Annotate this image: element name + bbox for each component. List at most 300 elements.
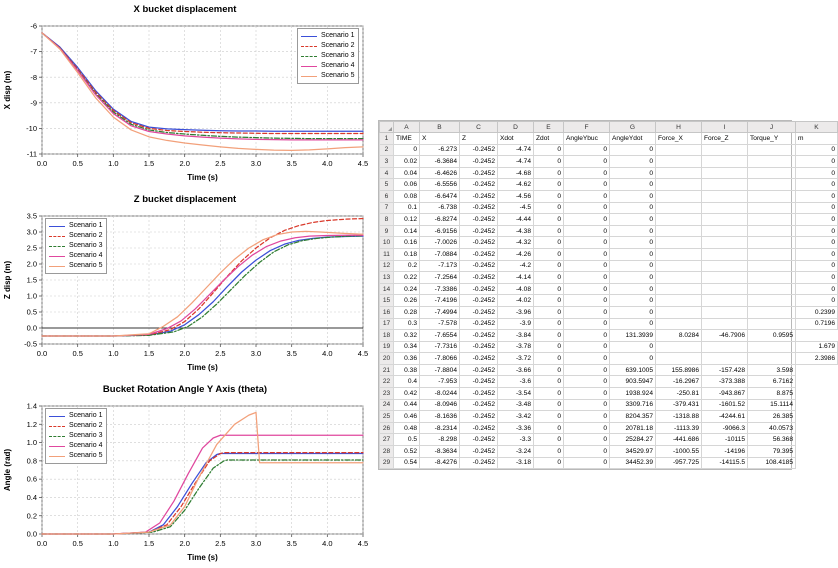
sheet-header-row[interactable] — [380, 133, 838, 145]
cell[interactable] — [656, 156, 702, 168]
cell[interactable]: 0 — [796, 156, 838, 168]
cell[interactable] — [656, 167, 702, 179]
select-all-corner[interactable] — [380, 122, 394, 133]
cell[interactable]: -6.5556 — [420, 179, 460, 191]
cell[interactable]: -7.0884 — [420, 248, 460, 260]
cell[interactable]: -0.2452 — [460, 388, 498, 400]
cell[interactable]: 0 — [534, 330, 564, 342]
cell[interactable]: -4.68 — [498, 167, 534, 179]
cell[interactable]: -0.2452 — [460, 295, 498, 307]
cell[interactable]: 0 — [610, 167, 656, 179]
cell[interactable]: 0 — [564, 167, 610, 179]
table-row[interactable] — [380, 295, 838, 307]
table-row[interactable] — [380, 446, 838, 458]
cell[interactable]: 0 — [534, 306, 564, 318]
cell[interactable]: -7.8066 — [420, 353, 460, 365]
cell[interactable]: -8.2314 — [420, 422, 460, 434]
cell[interactable] — [748, 179, 796, 191]
cell[interactable] — [748, 225, 796, 237]
cell[interactable]: -0.2452 — [460, 144, 498, 156]
cell[interactable] — [748, 214, 796, 226]
cell[interactable]: 0.08 — [394, 190, 420, 202]
cell[interactable]: 0 — [564, 446, 610, 458]
table-row[interactable] — [380, 283, 838, 295]
cell[interactable]: -1000.55 — [656, 446, 702, 458]
cell[interactable]: 0.18 — [394, 248, 420, 260]
cell[interactable] — [656, 283, 702, 295]
column-header-k[interactable]: K — [796, 122, 838, 133]
cell[interactable] — [702, 202, 748, 214]
cell[interactable] — [702, 283, 748, 295]
cell[interactable] — [748, 341, 796, 353]
cell[interactable] — [656, 214, 702, 226]
cell[interactable]: 0 — [610, 283, 656, 295]
cell[interactable]: -3.36 — [498, 422, 534, 434]
cell[interactable]: -0.2452 — [460, 446, 498, 458]
cell[interactable]: 0 — [796, 295, 838, 307]
cell[interactable]: -4244.61 — [702, 411, 748, 423]
cell[interactable] — [656, 353, 702, 365]
cell[interactable] — [656, 237, 702, 249]
cell[interactable]: -3.84 — [498, 330, 534, 342]
cell[interactable]: -7.2564 — [420, 272, 460, 284]
cell[interactable]: 0.36 — [394, 353, 420, 365]
cell[interactable]: 0.5 — [394, 434, 420, 446]
cell[interactable]: -0.2452 — [460, 214, 498, 226]
cell[interactable]: -0.2452 — [460, 225, 498, 237]
cell[interactable] — [748, 272, 796, 284]
cell[interactable]: 0 — [796, 283, 838, 295]
cell[interactable]: 0 — [534, 202, 564, 214]
cell[interactable]: 0.38 — [394, 364, 420, 376]
cell[interactable]: 0 — [564, 434, 610, 446]
cell[interactable]: 0 — [564, 248, 610, 260]
cell[interactable]: -3.66 — [498, 364, 534, 376]
cell[interactable]: 0 — [564, 353, 610, 365]
cell[interactable]: 0 — [534, 144, 564, 156]
column-header-c[interactable]: C — [460, 122, 498, 133]
cell[interactable]: 34452.39 — [610, 457, 656, 469]
cell[interactable]: 0 — [610, 341, 656, 353]
cell[interactable]: -7.3386 — [420, 283, 460, 295]
cell[interactable]: 0 — [534, 353, 564, 365]
cell[interactable]: 0 — [564, 237, 610, 249]
cell[interactable]: 0.7196 — [796, 318, 838, 330]
cell[interactable]: -4.32 — [498, 237, 534, 249]
table-row[interactable] — [380, 330, 838, 342]
cell[interactable]: -1601.52 — [702, 399, 748, 411]
cell[interactable]: -0.2452 — [460, 202, 498, 214]
cell[interactable] — [702, 306, 748, 318]
cell[interactable] — [656, 306, 702, 318]
table-row[interactable] — [380, 144, 838, 156]
row-number[interactable]: 6 — [380, 190, 394, 202]
cell[interactable]: AngleYbuc — [564, 133, 610, 145]
cell[interactable]: 0 — [564, 190, 610, 202]
cell[interactable]: 0 — [534, 388, 564, 400]
cell[interactable] — [702, 353, 748, 365]
cell[interactable] — [656, 179, 702, 191]
cell[interactable]: 0.12 — [394, 214, 420, 226]
cell[interactable]: -8.0244 — [420, 388, 460, 400]
row-number[interactable]: 21 — [380, 364, 394, 376]
cell[interactable]: -0.2452 — [460, 457, 498, 469]
cell[interactable]: -4.74 — [498, 144, 534, 156]
cell[interactable]: 0 — [564, 330, 610, 342]
table-row[interactable] — [380, 202, 838, 214]
table-row[interactable] — [380, 248, 838, 260]
cell[interactable] — [702, 179, 748, 191]
cell[interactable]: -0.2452 — [460, 306, 498, 318]
cell[interactable] — [702, 318, 748, 330]
cell[interactable]: 0 — [564, 272, 610, 284]
cell[interactable]: 8.0284 — [656, 330, 702, 342]
cell[interactable]: 0 — [610, 202, 656, 214]
cell[interactable] — [748, 283, 796, 295]
cell[interactable] — [656, 295, 702, 307]
cell[interactable] — [656, 225, 702, 237]
cell[interactable] — [702, 225, 748, 237]
row-number[interactable]: 3 — [380, 156, 394, 168]
cell[interactable]: 0 — [610, 144, 656, 156]
cell[interactable]: 0 — [534, 248, 564, 260]
cell[interactable]: -0.2452 — [460, 376, 498, 388]
cell[interactable]: 15.1114 — [748, 399, 796, 411]
cell[interactable] — [748, 260, 796, 272]
cell[interactable]: 0 — [610, 353, 656, 365]
cell[interactable]: -8.1636 — [420, 411, 460, 423]
cell[interactable] — [702, 272, 748, 284]
cell[interactable]: 0 — [534, 179, 564, 191]
cell[interactable]: -6.273 — [420, 144, 460, 156]
cell[interactable] — [748, 353, 796, 365]
cell[interactable]: -4.02 — [498, 295, 534, 307]
column-header-b[interactable]: B — [420, 122, 460, 133]
table-row[interactable] — [380, 434, 838, 446]
row-number[interactable]: 7 — [380, 202, 394, 214]
cell[interactable]: m — [796, 133, 838, 145]
cell[interactable]: -0.2452 — [460, 330, 498, 342]
cell[interactable]: 0.1 — [394, 202, 420, 214]
cell[interactable]: -250.81 — [656, 388, 702, 400]
cell[interactable]: 0 — [534, 422, 564, 434]
cell[interactable] — [656, 318, 702, 330]
cell[interactable]: 0 — [534, 190, 564, 202]
spreadsheet-grid[interactable] — [379, 121, 838, 469]
cell[interactable]: -0.2452 — [460, 364, 498, 376]
row-number[interactable]: 27 — [380, 434, 394, 446]
cell[interactable]: 2.3986 — [796, 353, 838, 365]
cell[interactable]: -3.96 — [498, 306, 534, 318]
cell[interactable] — [702, 214, 748, 226]
table-row[interactable] — [380, 341, 838, 353]
cell[interactable]: 0.22 — [394, 272, 420, 284]
cell[interactable]: 0 — [564, 260, 610, 272]
cell[interactable]: 1.679 — [796, 341, 838, 353]
cell[interactable] — [702, 144, 748, 156]
cell[interactable]: 0 — [796, 272, 838, 284]
cell[interactable]: -4.62 — [498, 179, 534, 191]
cell[interactable] — [748, 144, 796, 156]
column-header-g[interactable]: G — [610, 122, 656, 133]
cell[interactable]: 0 — [564, 411, 610, 423]
cell[interactable]: -3.78 — [498, 341, 534, 353]
cell[interactable] — [748, 156, 796, 168]
cell[interactable] — [702, 156, 748, 168]
table-row[interactable] — [380, 457, 838, 469]
cell[interactable]: Xdot — [498, 133, 534, 145]
column-header-i[interactable]: I — [702, 122, 748, 133]
cell[interactable] — [702, 237, 748, 249]
cell[interactable]: 0 — [796, 248, 838, 260]
cell[interactable]: -3.24 — [498, 446, 534, 458]
row-number[interactable]: 1 — [380, 133, 394, 145]
cell[interactable] — [748, 318, 796, 330]
cell[interactable]: -16.2967 — [656, 376, 702, 388]
table-row[interactable] — [380, 422, 838, 434]
cell[interactable]: -6.8274 — [420, 214, 460, 226]
cell[interactable]: -943.867 — [702, 388, 748, 400]
cell[interactable]: 0 — [534, 167, 564, 179]
cell[interactable]: 0.16 — [394, 237, 420, 249]
row-number[interactable]: 4 — [380, 167, 394, 179]
cell[interactable]: -0.2452 — [460, 237, 498, 249]
cell[interactable]: -373.388 — [702, 376, 748, 388]
cell[interactable]: -14115.5 — [702, 457, 748, 469]
row-number[interactable]: 16 — [380, 306, 394, 318]
row-number[interactable]: 14 — [380, 283, 394, 295]
cell[interactable]: 0 — [564, 306, 610, 318]
cell[interactable]: 0.04 — [394, 167, 420, 179]
cell[interactable]: -0.2452 — [460, 422, 498, 434]
cell[interactable]: 131.3939 — [610, 330, 656, 342]
cell[interactable]: -4.2 — [498, 260, 534, 272]
cell[interactable]: 0 — [564, 202, 610, 214]
cell[interactable]: 0 — [564, 295, 610, 307]
table-row[interactable] — [380, 179, 838, 191]
row-number[interactable]: 18 — [380, 330, 394, 342]
row-number[interactable]: 5 — [380, 179, 394, 191]
cell[interactable]: -4.56 — [498, 190, 534, 202]
row-number[interactable]: 15 — [380, 295, 394, 307]
cell[interactable]: 6.7162 — [748, 376, 796, 388]
row-number[interactable]: 24 — [380, 399, 394, 411]
column-header-d[interactable]: D — [498, 122, 534, 133]
table-row[interactable] — [380, 353, 838, 365]
cell[interactable]: -8.298 — [420, 434, 460, 446]
cell[interactable]: -957.725 — [656, 457, 702, 469]
cell[interactable]: -7.4994 — [420, 306, 460, 318]
cell[interactable]: 0.2399 — [796, 306, 838, 318]
cell[interactable]: -0.2452 — [460, 341, 498, 353]
row-number[interactable]: 2 — [380, 144, 394, 156]
cell[interactable]: 0 — [534, 341, 564, 353]
cell[interactable]: 0 — [534, 260, 564, 272]
cell[interactable]: -0.2452 — [460, 272, 498, 284]
row-number[interactable]: 8 — [380, 214, 394, 226]
cell[interactable]: Force_X — [656, 133, 702, 145]
cell[interactable] — [702, 341, 748, 353]
cell[interactable]: 1938.924 — [610, 388, 656, 400]
cell[interactable]: 0 — [796, 190, 838, 202]
cell[interactable]: -0.2452 — [460, 318, 498, 330]
cell[interactable]: -6.4626 — [420, 167, 460, 179]
cell[interactable]: -7.8804 — [420, 364, 460, 376]
cell[interactable]: -3.9 — [498, 318, 534, 330]
row-number[interactable]: 12 — [380, 260, 394, 272]
cell[interactable]: 108.4185 — [748, 457, 796, 469]
cell[interactable] — [656, 272, 702, 284]
cell[interactable]: 0 — [394, 144, 420, 156]
cell[interactable]: -157.428 — [702, 364, 748, 376]
cell[interactable]: TIME — [394, 133, 420, 145]
cell[interactable]: 0 — [564, 388, 610, 400]
cell[interactable]: -3.6 — [498, 376, 534, 388]
cell[interactable]: -0.2452 — [460, 248, 498, 260]
cell[interactable]: -441.686 — [656, 434, 702, 446]
cell[interactable]: 0 — [534, 318, 564, 330]
cell[interactable]: -0.2452 — [460, 283, 498, 295]
cell[interactable]: 0 — [564, 364, 610, 376]
cell[interactable]: 0 — [796, 237, 838, 249]
row-number[interactable]: 13 — [380, 272, 394, 284]
cell[interactable]: 0.28 — [394, 306, 420, 318]
cell[interactable]: 0.24 — [394, 283, 420, 295]
table-row[interactable] — [380, 399, 838, 411]
cell[interactable]: 0 — [564, 144, 610, 156]
cell[interactable] — [748, 167, 796, 179]
cell[interactable]: 40.0573 — [748, 422, 796, 434]
cell[interactable]: 0 — [610, 260, 656, 272]
table-row[interactable] — [380, 388, 838, 400]
cell[interactable]: 0 — [610, 179, 656, 191]
cell[interactable]: 0.42 — [394, 388, 420, 400]
cell[interactable]: 0.06 — [394, 179, 420, 191]
cell[interactable]: 0 — [564, 283, 610, 295]
cell[interactable]: 20781.18 — [610, 422, 656, 434]
cell[interactable]: 0.14 — [394, 225, 420, 237]
cell[interactable] — [656, 190, 702, 202]
row-number[interactable]: 9 — [380, 225, 394, 237]
cell[interactable]: -7.4196 — [420, 295, 460, 307]
cell[interactable]: -9066.3 — [702, 422, 748, 434]
cell[interactable] — [748, 190, 796, 202]
cell[interactable]: -0.2452 — [460, 190, 498, 202]
cell[interactable] — [656, 202, 702, 214]
cell[interactable]: -4.5 — [498, 202, 534, 214]
cell[interactable]: -0.2452 — [460, 260, 498, 272]
table-row[interactable] — [380, 167, 838, 179]
cell[interactable]: -7.6554 — [420, 330, 460, 342]
cell[interactable]: -0.2452 — [460, 411, 498, 423]
cell[interactable]: 0 — [610, 214, 656, 226]
cell[interactable]: 0 — [564, 341, 610, 353]
cell[interactable]: -3.18 — [498, 457, 534, 469]
cell[interactable]: 0 — [534, 295, 564, 307]
cell[interactable]: -4.74 — [498, 156, 534, 168]
cell[interactable] — [656, 260, 702, 272]
cell[interactable]: -7.578 — [420, 318, 460, 330]
cell[interactable]: 0 — [610, 272, 656, 284]
cell[interactable]: 0 — [564, 457, 610, 469]
cell[interactable] — [702, 260, 748, 272]
row-number[interactable]: 28 — [380, 446, 394, 458]
cell[interactable]: -10115 — [702, 434, 748, 446]
cell[interactable]: 0 — [796, 144, 838, 156]
table-row[interactable] — [380, 225, 838, 237]
cell[interactable]: -3.42 — [498, 411, 534, 423]
cell[interactable]: 0 — [534, 446, 564, 458]
cell[interactable]: 0 — [534, 237, 564, 249]
column-header-j[interactable]: J — [748, 122, 796, 133]
cell[interactable]: 25284.27 — [610, 434, 656, 446]
cell[interactable]: 0 — [534, 214, 564, 226]
cell[interactable]: 0 — [534, 399, 564, 411]
cell[interactable]: 0 — [564, 376, 610, 388]
row-number[interactable]: 26 — [380, 422, 394, 434]
row-number[interactable]: 20 — [380, 353, 394, 365]
cell[interactable]: 0 — [534, 272, 564, 284]
cell[interactable]: -6.9156 — [420, 225, 460, 237]
cell[interactable]: Z — [460, 133, 498, 145]
cell[interactable]: 0.02 — [394, 156, 420, 168]
cell[interactable]: Zdot — [534, 133, 564, 145]
cell[interactable]: 0 — [534, 283, 564, 295]
cell[interactable]: 0 — [564, 399, 610, 411]
cell[interactable]: -4.38 — [498, 225, 534, 237]
cell[interactable]: 0 — [534, 225, 564, 237]
cell[interactable]: 639.1005 — [610, 364, 656, 376]
cell[interactable]: 0.32 — [394, 330, 420, 342]
cell[interactable]: -6.3684 — [420, 156, 460, 168]
cell[interactable]: -1318.88 — [656, 411, 702, 423]
table-row[interactable] — [380, 306, 838, 318]
cell[interactable]: Torque_Y — [748, 133, 796, 145]
cell[interactable]: 0.2 — [394, 260, 420, 272]
cell[interactable] — [656, 341, 702, 353]
table-row[interactable] — [380, 260, 838, 272]
cell[interactable]: -8.3634 — [420, 446, 460, 458]
cell[interactable]: -3.72 — [498, 353, 534, 365]
cell[interactable]: 0 — [796, 260, 838, 272]
row-number[interactable]: 19 — [380, 341, 394, 353]
cell[interactable] — [656, 248, 702, 260]
cell[interactable]: X — [420, 133, 460, 145]
cell[interactable]: 56.368 — [748, 434, 796, 446]
cell[interactable]: 0 — [610, 156, 656, 168]
cell[interactable]: -3.54 — [498, 388, 534, 400]
table-row[interactable] — [380, 318, 838, 330]
cell[interactable]: 903.5947 — [610, 376, 656, 388]
row-number[interactable]: 22 — [380, 376, 394, 388]
cell[interactable]: 0.44 — [394, 399, 420, 411]
cell[interactable] — [702, 248, 748, 260]
cell[interactable]: 0 — [610, 225, 656, 237]
cell[interactable]: -379.431 — [656, 399, 702, 411]
cell[interactable]: 155.8986 — [656, 364, 702, 376]
cell[interactable] — [748, 295, 796, 307]
cell[interactable]: -4.44 — [498, 214, 534, 226]
cell[interactable]: 0.26 — [394, 295, 420, 307]
cell[interactable]: -3.3 — [498, 434, 534, 446]
cell[interactable]: -14196 — [702, 446, 748, 458]
cell[interactable]: 26.385 — [748, 411, 796, 423]
table-row[interactable] — [380, 237, 838, 249]
cell[interactable]: -1113.39 — [656, 422, 702, 434]
cell[interactable]: -7.0026 — [420, 237, 460, 249]
cell[interactable]: 0 — [610, 306, 656, 318]
cell[interactable]: -3.48 — [498, 399, 534, 411]
